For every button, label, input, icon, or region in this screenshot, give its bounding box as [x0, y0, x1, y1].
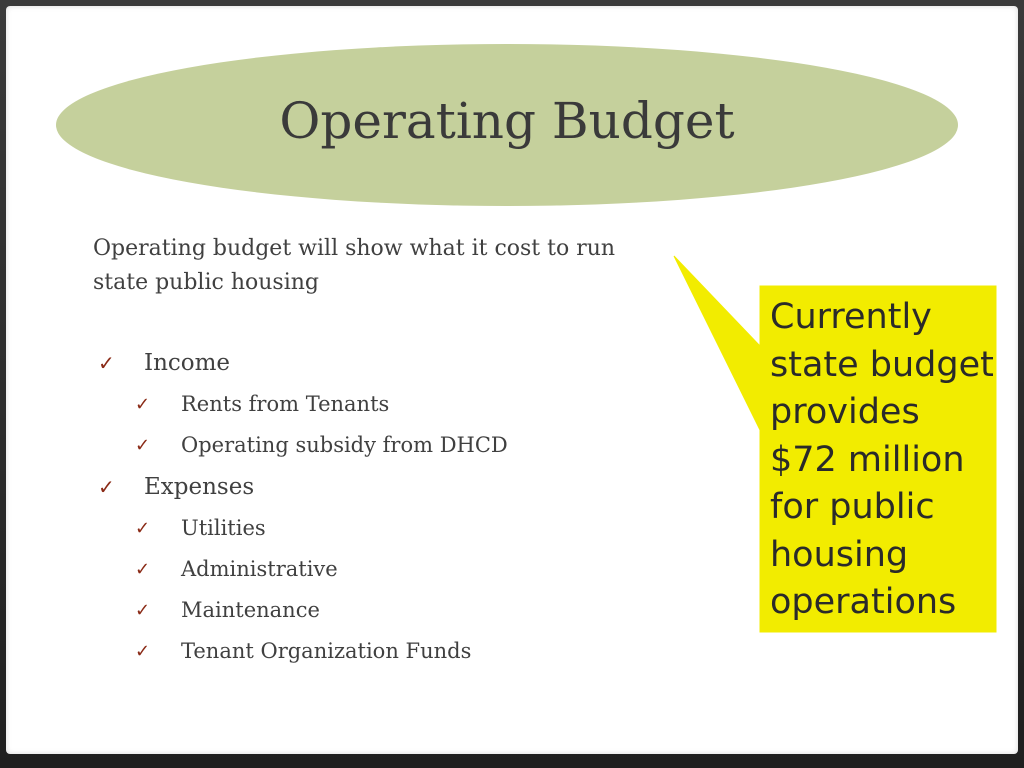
- callout-line: operations: [770, 582, 957, 622]
- callout-line: state budget: [770, 344, 994, 385]
- callout-line: for public: [770, 487, 935, 527]
- callout-line: Currently: [770, 297, 932, 337]
- list-item-label: Administrative: [181, 557, 338, 581]
- intro-text: Operating budget will show what it cost to run state public housing: [93, 236, 616, 295]
- list-item-label: Income: [144, 350, 231, 376]
- checkmark-icon: ✓: [135, 641, 151, 662]
- checkmark-icon: ✓: [135, 435, 151, 456]
- list-item-label: Utilities: [181, 516, 266, 540]
- page-title: Operating Budget: [279, 92, 735, 150]
- list-item-label: Rents from Tenants: [181, 392, 390, 416]
- list-item-label: Expenses: [144, 474, 255, 500]
- callout-line: $72 million: [770, 439, 965, 480]
- checkmark-icon: ✓: [135, 518, 151, 539]
- callout-text: [770, 294, 998, 627]
- checkmark-icon: ✓: [135, 600, 151, 621]
- callout-line: housing: [770, 534, 909, 575]
- list-item-label: Tenant Organization Funds: [181, 639, 472, 663]
- checkmark-icon: ✓: [135, 394, 151, 415]
- list-item-label: Maintenance: [181, 598, 320, 622]
- checkmark-icon: ✓: [98, 475, 115, 499]
- checkmark-icon: ✓: [98, 351, 115, 375]
- list-item-label: Operating subsidy from DHCD: [181, 433, 508, 457]
- callout-line: provides: [770, 392, 920, 432]
- checkmark-icon: ✓: [135, 559, 151, 580]
